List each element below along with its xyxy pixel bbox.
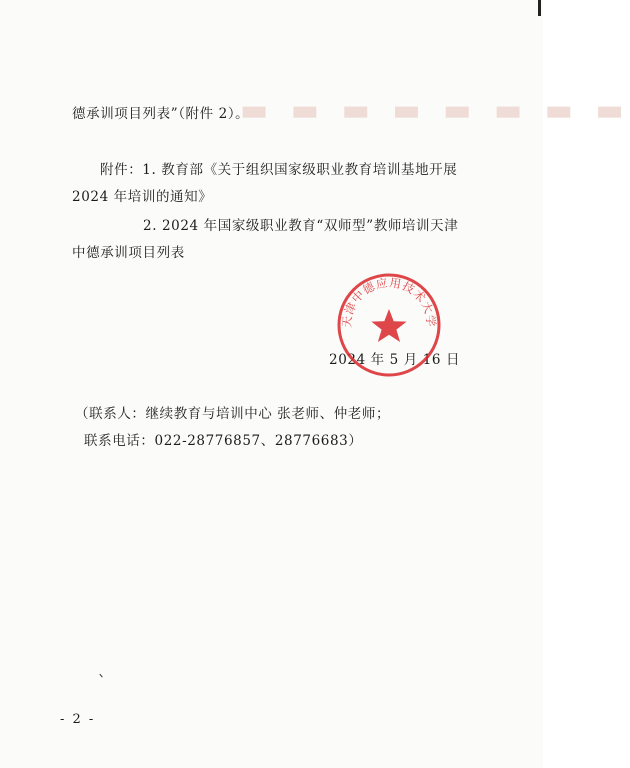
body-line-1: 德承训项目列表”（附件 2）。 [72, 106, 250, 122]
attachment-item-1-cont: 2024 年培训的通知》 [72, 189, 213, 205]
five-point-star-icon [371, 309, 406, 342]
bleed-through-title: ▬ ▬ ▬ ▬ ▬ ▬ ▬ ▬ [240, 93, 630, 128]
scan-speck [99, 671, 106, 678]
seal-text: 天津中德应用技术大学 [339, 275, 439, 329]
contact-person: （联系人：继续教育与培训中心 张老师、仲老师； [75, 406, 391, 422]
scan-edge-mark [538, 0, 541, 16]
attachment-item-1: 附件：1. 教育部《关于组织国家级职业教育培训基地开展 [100, 162, 458, 178]
document-date: 2024 年 5 月 16 日 [329, 352, 461, 368]
attachment-item-2: 2. 2024 年国家级职业教育“双师型”教师培训天津 [143, 218, 459, 234]
attachment-item-2-cont: 中德承训项目列表 [72, 245, 185, 261]
contact-phone: 联系电话：022-28776857、28776683） [84, 433, 363, 449]
official-seal [335, 271, 443, 379]
page-number: - 2 - [60, 712, 96, 727]
